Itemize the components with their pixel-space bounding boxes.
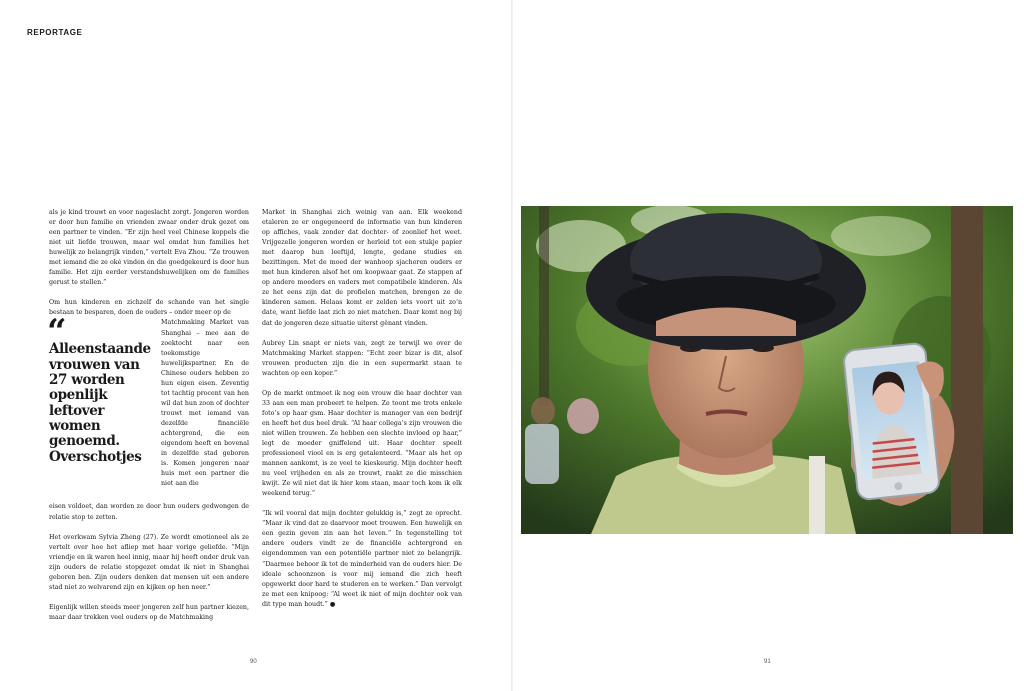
sky-patch xyxy=(831,216,931,256)
tree-trunk xyxy=(539,206,549,406)
page-gutter xyxy=(511,0,513,691)
page-number-right: 91 xyxy=(764,659,771,665)
paragraph: Om hun kinderen en zichzelf de schande van het single bestaan te besparen, doen de ouders – onder meer op de xyxy=(49,299,249,317)
pull-quote-area xyxy=(47,312,249,502)
paragraph: Het overkwam Sylvia Zheng (27). Ze wordt emotioneel als ze vertelt over hoe het afliep met haar vorige geliefde. “Mijn vriendje en ik waren heel innig, maar hij heeft onder druk van zijn ouders de relatie stopgezet omdat ik niet in Shanghai geboren ben. Zijn ouders denken dat mensen uit een andere stad niet zo welvarend zijn en kijken op hen neer.” xyxy=(49,533,249,591)
bg-person xyxy=(531,397,555,425)
bg-person xyxy=(567,398,599,434)
paragraph: Eigenlijk willen steeds meer jongeren zelf hun partner kiezen, maar daar trekken veel ouders op de Matchmaking xyxy=(49,603,249,621)
photo-woman-with-phone xyxy=(521,206,1013,534)
pull-quote-text: Alleenstaande vrouwen van 27 worden openlijk leftover women genoemd. Overschotjes xyxy=(49,341,151,465)
quote-mark-icon: “ xyxy=(47,312,64,353)
section-label: REPORTAGE xyxy=(27,28,83,37)
tree-trunk xyxy=(951,206,983,534)
paragraph: Market in Shanghai zich weinig van aan. Elk weekend etaleren ze er ongegeneerd de informatie van hun kinderen op affiches, vaak zonder dat dochter- of zoonlief het weet. Vrijgezelle jongeren worden er herleid tot een stukje papier met daarop hun leeftijd, lengte, gedane studies en bezittingen. Met de moed der wanhoop sjacheren ouders er met hun kinderen alsof het om koopwaar gaat. Ze stappen af op andere moeders en vaders met compatibele kinderen. Als ze het eens zijn dat de profielen matchen, brengen ze de kinderen samen. Helaas komt er zelden iets voort uit zo’n date, want liefde laat zich zo niet matchen. Daar komt nog bij dat de jongeren deze situatie uiterst gênant vinden. xyxy=(262,209,462,327)
paragraph: eisen voldoet, dan worden ze door hun ouders gedwongen de relatie stop te zetten. xyxy=(49,503,249,521)
page-number-left: 90 xyxy=(250,659,257,665)
bg-person xyxy=(525,424,559,484)
paragraph: Op de markt ontmoet ik nog een vrouw die haar dochter van 33 aan een man probeert te helpen. Ze toont me trots enkele foto’s op haar gsm. Haar dochter is manager van een bedrijf en heeft het dus heel druk. “Al haar collega’s zijn vrouwen die niet willen trouwen. Ze hebben een slechte invloed op haar,” legt de moeder gniffelend uit. Haar dochter speelt professioneel viool en is erg getalenteerd. “Maar als het op mannen aankomt, is ze veel te kieskeurig. Mijn dochter heeft nu veel vrijheden en als ze trouwt, raakt ze die misschien kwijt. Ze wil niet dat ik hier kom staan, maar toch kom ik elk weekend terug.” xyxy=(262,389,462,498)
text-column-2 xyxy=(262,208,462,620)
pull-quote xyxy=(47,312,155,465)
paragraph: Aubrey Lin snapt er niets van, zegt ze terwijl we over de Matchmaking Market stappen: “Echt zeer bizar is dit, alsof vrouwen producten zijn die in een supermarkt staan te wachten op een koper.” xyxy=(262,339,462,377)
bag-strap xyxy=(809,456,825,534)
paragraph: “Ik wil vooral dat mijn dochter gelukkig is,” zegt ze oprecht. “Maar ik vind dat ze daarvoor moet trouwen. Een huwelijk en een gezin geven zin aan het leven.” In tegenstelling tot andere ouders vindt ze de financiële achtergrond en eigendommen van een potentiële partner niet zo belangrijk. “Daarmee behoor ik tot de minderheid van de ouders hier. De ideale schoonzoon is voor mij iemand die zich heeft opgewerkt door hard te studeren en te werken.” Dan vervolgt ze met een knipoog: “Al weet ik niet of mijn dochter ook van dit type man houdt.” ● xyxy=(262,510,462,608)
text-column-1 xyxy=(49,208,249,633)
paragraph: als je kind trouwt en voor nageslacht zorgt. Jongeren worden er door hun familie en vrienden zwaar onder druk gezet om een partner te vinden. “Er zijn heel veel Chinese koppels die niet uit liefde trouwen, maar wel omdat hun families het huwelijk zo belangrijk vinden,” vertelt Eva Zhou. “Ze trouwen met iemand die ze oké vinden én die goedgekeurd is door hun familie. Het zijn eerder verstandshuwelijken om de families gerust te stellen.” xyxy=(49,209,249,287)
paragraph-inset: Matchmaking Market van Shanghai – mee aan de zoektocht naar een toekomstige huwelijkspartner. En de Chinese ouders hebben zo hun eigen eisen. Zeventig tot tachtig procent van hen wil dat hun zoon of dochter trouwt met iemand van dezelfde financiële achtergrond, die een eigendom heeft en bovenal in dezelfde stad geboren is. Komen jongeren naar huis met een partner die niet aan die xyxy=(161,319,249,488)
